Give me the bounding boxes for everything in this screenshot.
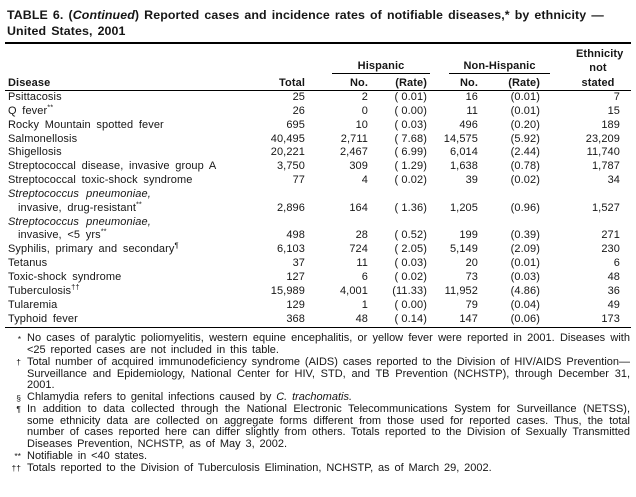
total-value: 6,103 — [276, 243, 305, 256]
ethnicity-header-line1: Ethnicity — [576, 48, 624, 60]
footnote-marker: † — [16, 357, 21, 368]
hispanic-no-value: 309 — [349, 160, 368, 173]
nonhispanic-no-value: 11,952 — [444, 284, 478, 297]
nonhispanic-rate-value: (4.86) — [510, 284, 540, 297]
table-title-line2: United States, 2001 — [7, 23, 126, 38]
footnote — [5, 463, 630, 475]
hispanic-rate-value: ( 0.02) — [394, 270, 427, 283]
footnote-marker: †† — [11, 463, 21, 474]
nonhispanic-no-value: 20 — [465, 257, 478, 270]
nonhispanic-no-value: 11 — [466, 104, 478, 117]
table-body — [5, 91, 631, 328]
table-row — [5, 271, 631, 285]
ethnicity-header-line3: stated — [540, 74, 631, 91]
hispanic-no-value: 28 — [355, 229, 368, 242]
disease-name: Streptococcal toxic-shock syndrome — [8, 174, 193, 187]
total-value: 40,495 — [270, 132, 305, 145]
total-value: 368 — [250, 313, 305, 328]
nonhispanic-group-header — [427, 60, 540, 74]
hispanic-rate-value: ( 0.14) — [368, 313, 427, 328]
header-row-3 — [5, 74, 631, 91]
ethnicity-not-stated-value: 6 — [613, 257, 620, 270]
footnote — [5, 404, 630, 451]
nonhispanic-no-value: 6,014 — [449, 146, 478, 159]
ethnicity-not-stated-value: 48 — [607, 270, 620, 283]
footnotes-section — [5, 333, 631, 474]
ethnicity-not-stated-value: 173 — [540, 313, 631, 328]
hispanic-rate-value: ( 0.03) — [394, 118, 427, 131]
footnote-text: No cases of paralytic poliomyelitis, western equine encephalitis, or yellow fever were reported in 2001. Diseases with <25 reported cases are not included in this table. — [27, 332, 630, 357]
ethnicity-not-stated-value: 15 — [607, 104, 620, 117]
hispanic-rate-value: ( 1.36) — [394, 201, 427, 214]
table-row — [5, 146, 631, 160]
hispanic-no-value: 164 — [349, 201, 368, 214]
header-spacer — [5, 47, 540, 60]
hispanic-no-value: 11 — [356, 257, 368, 270]
ethnicity-not-stated-value: 36 — [607, 284, 620, 297]
footnote-text: In addition to data collected through the National Electronic Telecommunications System for Surveillance (NETSS), some ethnicity data are collected on aggregate forms different from those used for reported cases. Thus, the total number of cases reported here can differ slightly from others. Totals reported to the Division of Sexually Transmitted Diseases Prevention, NCHSTP, as of May 3, 2002. — [27, 402, 630, 451]
disease-name: Typhoid fever — [5, 313, 250, 328]
footnote-marker: * — [17, 333, 21, 344]
nonhispanic-group-label: Non-Hispanic — [449, 60, 550, 74]
disease-name: Shigellosis — [8, 146, 62, 159]
hispanic-rate-value: ( 0.00) — [394, 104, 427, 117]
total-value: 3,750 — [276, 160, 305, 173]
nonhispanic-no-value: 16 — [465, 91, 478, 103]
table-row-group-label — [5, 216, 631, 230]
table-row — [5, 257, 631, 271]
footnote-marker: ** — [14, 451, 21, 462]
nonhispanic-no-value: 79 — [465, 298, 478, 311]
hispanic-rate-column-header: (Rate) — [368, 74, 427, 91]
header-spacer — [250, 60, 305, 74]
disease-name: Tetanus — [8, 257, 48, 270]
ethnicity-not-stated-value: 1,527 — [591, 201, 620, 214]
footnote — [5, 333, 630, 357]
disease-table — [5, 47, 631, 328]
hispanic-rate-value: ( 0.52) — [394, 229, 427, 242]
nonhispanic-rate-value: (0.96) — [510, 201, 540, 214]
nonhispanic-rate-value: (0.01) — [510, 257, 540, 270]
nonhispanic-no-value: 14,575 — [443, 132, 478, 145]
header-row-1 — [5, 47, 631, 60]
nonhispanic-rate-value: (5.92) — [510, 132, 540, 145]
table-row — [5, 133, 631, 147]
ethnicity-not-stated-value: 230 — [601, 243, 620, 256]
table-title-rest: ) Reported cases and incidence rates of notifiable diseases,* by ethnicity — — [134, 8, 604, 22]
total-column-header: Total — [250, 74, 305, 91]
disease-group-label: Streptococcus pneumoniae, — [8, 187, 151, 200]
nonhispanic-no-value: 39 — [465, 174, 478, 187]
hispanic-no-value: 4 — [361, 174, 368, 187]
nonhispanic-rate-value: (2.44) — [510, 146, 540, 159]
hispanic-no-column-header: No. — [305, 74, 368, 91]
footnote-text: Notifiable in <40 states. — [27, 449, 148, 462]
nonhispanic-no-value: 147 — [427, 313, 478, 328]
ethnicity-header-line2: not — [589, 62, 607, 74]
nonhispanic-rate-value: (0.01) — [510, 91, 540, 103]
nonhispanic-no-value: 1,205 — [449, 201, 478, 214]
footnote-italic-text: C. trachomatis. — [276, 391, 352, 404]
disease-name: Psittacosis — [8, 91, 62, 103]
total-value: 26 — [292, 104, 305, 117]
ethnicity-not-stated-value: 1,787 — [591, 160, 620, 173]
footnote-text: Chlamydia refers to genital infections caused by — [27, 391, 277, 404]
total-value: 15,989 — [270, 284, 305, 297]
nonhispanic-rate-value: (0.20) — [510, 118, 540, 131]
table-row — [5, 160, 631, 174]
disease-name: Q fever** — [8, 102, 54, 117]
ethnicity-not-stated-value: 7 — [613, 91, 620, 103]
nonhispanic-rate-column-header: (Rate) — [478, 74, 540, 91]
ethnicity-not-stated-value: 189 — [601, 118, 620, 131]
nonhispanic-rate-value: (0.02) — [510, 174, 540, 187]
disease-group-label: Streptococcus pneumoniae, — [8, 215, 151, 228]
hispanic-no-value: 2 — [361, 91, 368, 103]
nonhispanic-no-column-header: No. — [427, 74, 478, 91]
header-row-2 — [5, 60, 631, 74]
disease-name: Toxic-shock syndrome — [8, 270, 122, 283]
table-title-prefix: TABLE 6. ( — [7, 8, 73, 22]
ethnicity-not-stated-value: 34 — [607, 174, 620, 187]
hispanic-rate-value: ( 6.99) — [394, 146, 427, 159]
table-row — [5, 91, 631, 105]
total-value: 129 — [286, 298, 305, 311]
table-row — [5, 243, 631, 257]
disease-name: invasive, drug-resistant** — [18, 199, 142, 214]
hispanic-no-value: 724 — [349, 243, 368, 256]
nonhispanic-rate-value: (0.04) — [510, 298, 540, 311]
nonhispanic-rate-value: (0.39) — [510, 229, 540, 242]
header-spacer — [5, 60, 250, 74]
disease-column-header: Disease — [5, 74, 250, 91]
hispanic-no-value: 2,711 — [340, 132, 368, 145]
table-row — [5, 299, 631, 313]
disease-name: Salmonellosis — [8, 132, 78, 145]
table-row — [5, 174, 631, 188]
table-row — [5, 105, 631, 119]
total-value: 127 — [286, 270, 305, 283]
table-row — [5, 285, 631, 299]
total-value: 2,896 — [276, 201, 305, 214]
hispanic-group-label: Hispanic — [332, 60, 430, 74]
footnote-text: Totals reported to the Division of Tuberculosis Elimination, NCHSTP, as of March 29, 2002. — [27, 461, 492, 474]
total-value: 37 — [292, 257, 305, 270]
hispanic-no-value: 2,467 — [339, 146, 368, 159]
table-row — [5, 313, 631, 328]
nonhispanic-rate-value: (0.03) — [510, 270, 540, 283]
nonhispanic-rate-value: (2.09) — [510, 243, 540, 256]
disease-name: invasive, <5 yrs** — [18, 226, 107, 242]
hispanic-no-value: 0 — [361, 104, 368, 117]
nonhispanic-no-value: 5,149 — [449, 243, 478, 256]
total-value: 20,221 — [270, 146, 305, 159]
hispanic-no-value: 4,001 — [339, 284, 368, 297]
nonhispanic-rate-value: (0.06) — [478, 313, 540, 328]
total-value: 25 — [292, 91, 305, 103]
table-row — [5, 229, 631, 243]
nonhispanic-no-value: 199 — [459, 229, 478, 242]
table-row-group-label — [5, 188, 631, 202]
title-divider-rule — [5, 42, 631, 44]
hispanic-rate-value: (11.33) — [392, 284, 427, 297]
footnote-marker: § — [16, 392, 21, 403]
hispanic-no-value: 48 — [305, 313, 368, 328]
total-value: 695 — [286, 118, 305, 131]
table-row — [5, 202, 631, 216]
table-row — [5, 119, 631, 133]
total-value: 77 — [292, 174, 305, 187]
hispanic-group-header — [305, 60, 427, 74]
hispanic-rate-value: ( 0.03) — [394, 257, 427, 270]
hispanic-rate-value: ( 1.29) — [394, 160, 427, 173]
table-title — [5, 8, 631, 24]
footnote — [5, 357, 630, 392]
hispanic-rate-value: ( 2.05) — [394, 243, 427, 256]
ethnicity-not-stated-value: 23,209 — [585, 132, 620, 145]
hispanic-rate-value: ( 0.00) — [394, 298, 427, 311]
ethnicity-not-stated-value: 11,740 — [586, 146, 620, 159]
total-value: 498 — [286, 229, 305, 242]
disease-name: Rocky Mountain spotted fever — [8, 118, 164, 131]
hispanic-rate-value: ( 0.01) — [394, 91, 427, 103]
hispanic-rate-value: ( 7.68) — [394, 132, 427, 145]
hispanic-rate-value: ( 0.02) — [394, 174, 427, 187]
ethnicity-not-stated-value: 49 — [607, 298, 620, 311]
nonhispanic-rate-value: (0.78) — [510, 160, 540, 173]
disease-name: Tuberculosis†† — [8, 282, 80, 297]
footnote-text: Total number of acquired immunodeficiency syndrome (AIDS) cases reported to the Division of HIV/AIDS Prevention—Surveillance and Epidemiology, National Center for HIV, STD, and TB Prevention (NCHSTP), through December 31, 2001. — [27, 355, 630, 392]
footnote-marker: ¶ — [16, 404, 21, 415]
disease-name: Syphilis, primary and secondary¶ — [8, 240, 179, 256]
table-header — [5, 47, 631, 91]
nonhispanic-no-value: 1,638 — [449, 160, 478, 173]
disease-name: Tularemia — [8, 298, 58, 311]
nonhispanic-rate-value: (0.01) — [510, 104, 540, 117]
table-title-continued: Continued — [72, 8, 135, 22]
nonhispanic-no-value: 496 — [459, 118, 478, 131]
nonhispanic-no-value: 73 — [465, 270, 478, 283]
hispanic-no-value: 1 — [361, 298, 368, 311]
ethnicity-not-stated-value: 271 — [601, 229, 620, 242]
hispanic-no-value: 6 — [361, 270, 368, 283]
disease-name: Streptococcal disease, invasive group A — [8, 160, 217, 173]
hispanic-no-value: 10 — [355, 118, 368, 131]
